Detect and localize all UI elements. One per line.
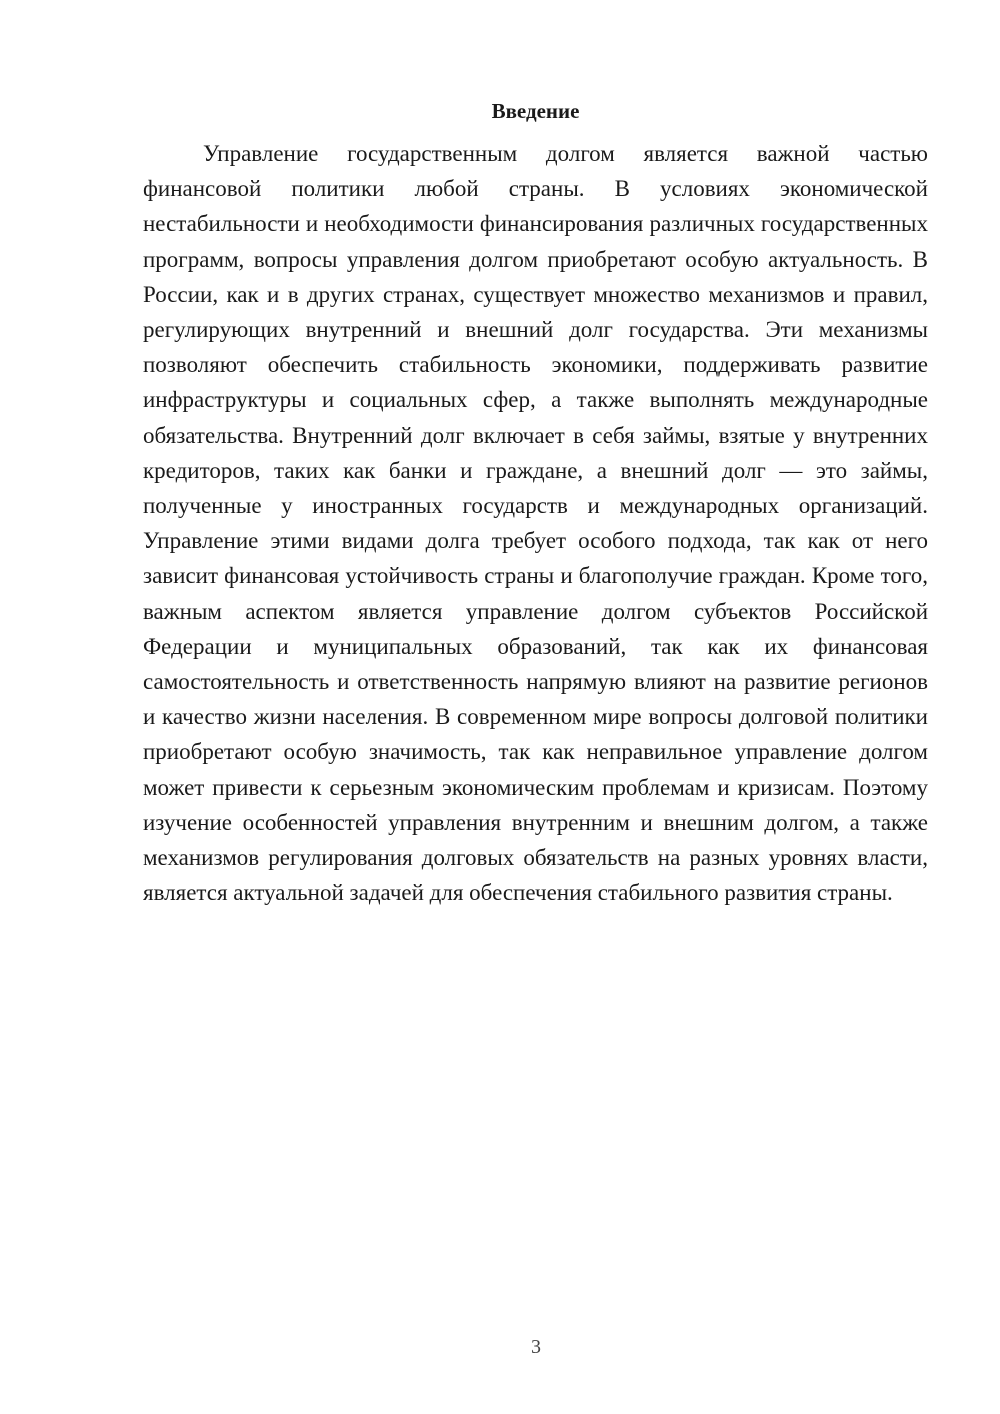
body-paragraph: Управление государственным долгом является важной частью финансовой политики любой страны. В условиях экономической нестабильности и необходимости финансирования различных государственных программ, вопросы управления долгом приобретают особую актуальность. В России, как и в других странах, существует множество механизмов и правил, регулирующих внутренний и внешний долг государства. Эти механизмы позволяют обеспечить стабильность экономики, поддерживать развитие инфраструктуры и социальных сфер, а также выполнять международные обязательства. Внутренний долг включает в себя займы, взятые у внутренних кредиторов, таких как банки и граждане, а внешний долг — это займы, полученные у иностранных государств и международных организаций. Управление этими видами долга требует особого подхода, так как от него зависит финансовая устойчивость страны и благополучие граждан. Кроме того, важным аспектом является управление долгом субъектов Российской Федерации и муниципальных образований, так как их финансовая самостоятельность и ответственность напрямую влияют на развитие регионов и качество жизни населения. В современном мире вопросы долговой политики приобретают особую значимость, так как неправильное управление долгом может привести к серьезным экономическим проблемам и кризисам. Поэтому изучение особенностей управления внутренним и внешним долгом, а также механизмов регулирования долговых обязательств на разных уровнях власти, является актуальной задачей для обеспечения стабильного развития страны. (143, 141, 928, 906)
page-number: 3 (531, 1336, 541, 1358)
section-heading: Введение (491, 99, 580, 123)
page-content (143, 96, 928, 910)
